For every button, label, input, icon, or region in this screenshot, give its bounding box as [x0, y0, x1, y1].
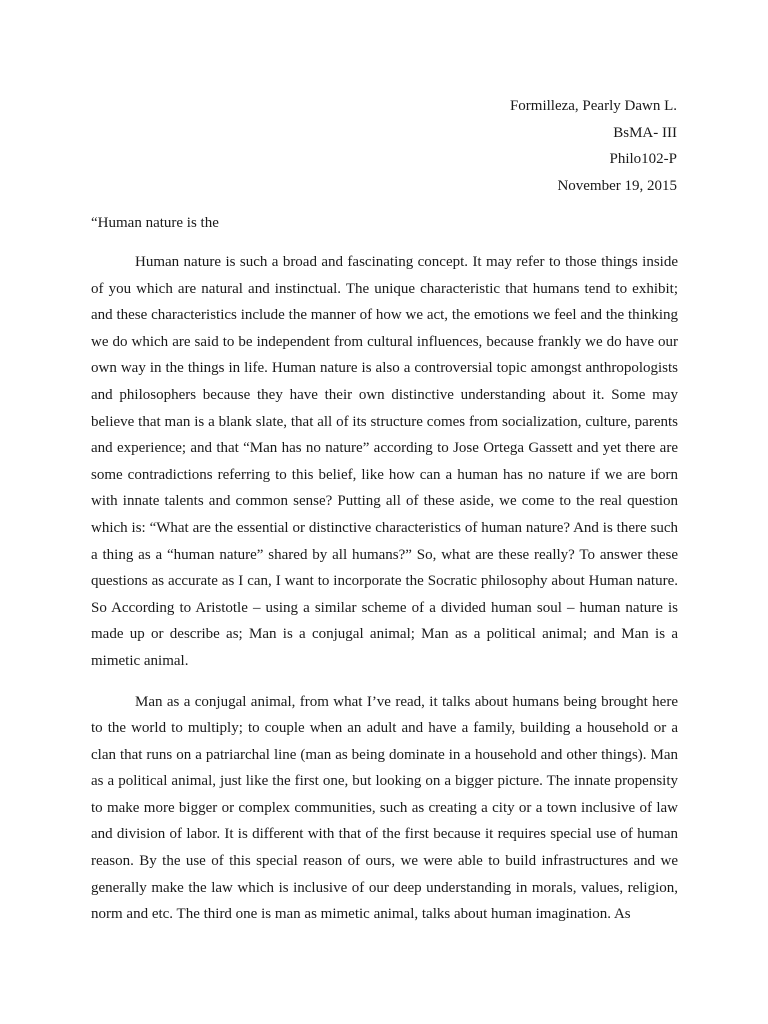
paragraph-2: Man as a conjugal animal, from what I’ve read, it talks about humans being brought here to the world to multiply; to couple when an adult and have a family, building a household or a clan that runs on a patriarchal line (man as being dominate in a household and other things). Man as a political animal, just like the first one, but looking on a bigger picture. The innate propensity to make more bigger or complex communities, such as creating a city or a town inclusive of law and division of labor. It is different with that of the first because it requires special use of human reason. By the use of this special reason of ours, we were able to build infrastructures and we generally make the law which is inclusive of our deep understanding in morals, values, religion, norm and etc. The third one is man as mimetic animal, talks about human imagination. As: [91, 693, 678, 923]
document-header: [510, 93, 677, 199]
opening-line: “Human nature is the: [91, 215, 219, 231]
course-code: Philo102-P: [609, 151, 677, 167]
paragraph-1: Human nature is such a broad and fascinating concept. It may refer to those things inside of you which are natural and instinctual. The unique characteristic that humans tend to exhibit; and these characteristics include the manner of how we act, the emotions we feel and the thinking we do which are said to be independent from cultural influences, because frankly we do have our own way in the things in life. Human nature is also a controversial topic amongst anthropologists and philosophers because they have their own distinctive understanding about it. Some may believe that man is a blank slate, that all of its structure comes from socialization, culture, parents and experience; and that “Man has no nature” according to Jose Ortega Gassett and yet there are some contradictions referring to this belief, like how can a human has no nature if we are born with innate talents and common sense? Putting all of these aside, we come to the real question which is: “What are the essential or distinctive characteristics of human nature? And is there such a thing as a “human nature” shared by all humans?” So, what are these really? To answer these questions as accurate as I can, I want to incorporate the Socratic philosophy about Human nature. So According to Aristotle – using a similar scheme of a divided human soul – human nature is made up or describe as; Man is a conjugal animal; Man as a political animal; and Man is a mimetic animal.: [91, 254, 678, 669]
document-date: November 19, 2015: [557, 177, 677, 194]
program-year: BsMA- III: [613, 124, 677, 141]
document-body: [91, 249, 678, 942]
author-name: Formilleza, Pearly Dawn L.: [509, 98, 677, 114]
